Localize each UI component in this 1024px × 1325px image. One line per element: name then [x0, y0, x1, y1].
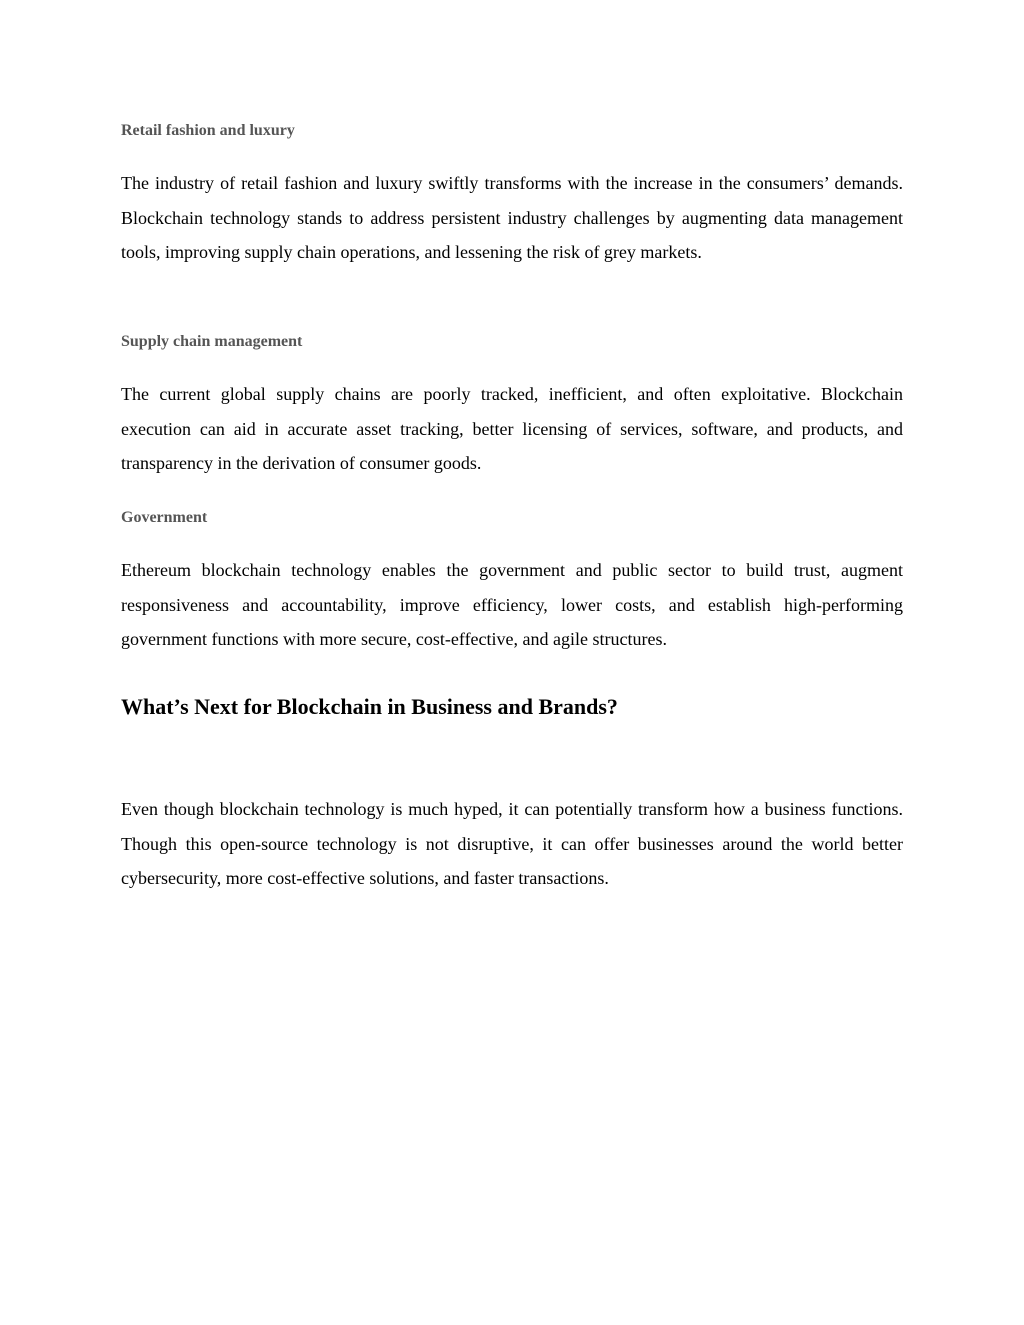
paragraph-retail-fashion: The industry of retail fashion and luxury swiftly transforms with the increase in the consumers’ demands. Blockchain technology stands to address persistent industry challenges by augmenting data management tools, improving supply chain operations, and lessening the risk of grey markets. [121, 173, 903, 262]
section-heading-whats-next: What’s Next for Blockchain in Business and Brands? [121, 694, 618, 719]
paragraph-whats-next: Even though blockchain technology is much hyped, it can potentially transform how a business functions. Though this open-source technology is not disruptive, it can offer businesses around the world better cybersecurity, more cost-effective solutions, and faster transactions. [121, 799, 903, 888]
subheading-government: Government [121, 509, 208, 526]
subheading-supply-chain: Supply chain management [121, 333, 303, 350]
subheading-retail-fashion: Retail fashion and luxury [121, 122, 295, 139]
paragraph-supply-chain: The current global supply chains are poorly tracked, inefficient, and often exploitative. Blockchain execution can aid in accurate asset tracking, better licensing of services, software, and products, and transparency in the derivation of consumer goods. [121, 384, 903, 473]
paragraph-government: Ethereum blockchain technology enables the government and public sector to build trust, augment responsiveness and accountability, improve efficiency, lower costs, and establish high-performing government functions with more secure, cost-effective, and agile structures. [121, 560, 903, 649]
